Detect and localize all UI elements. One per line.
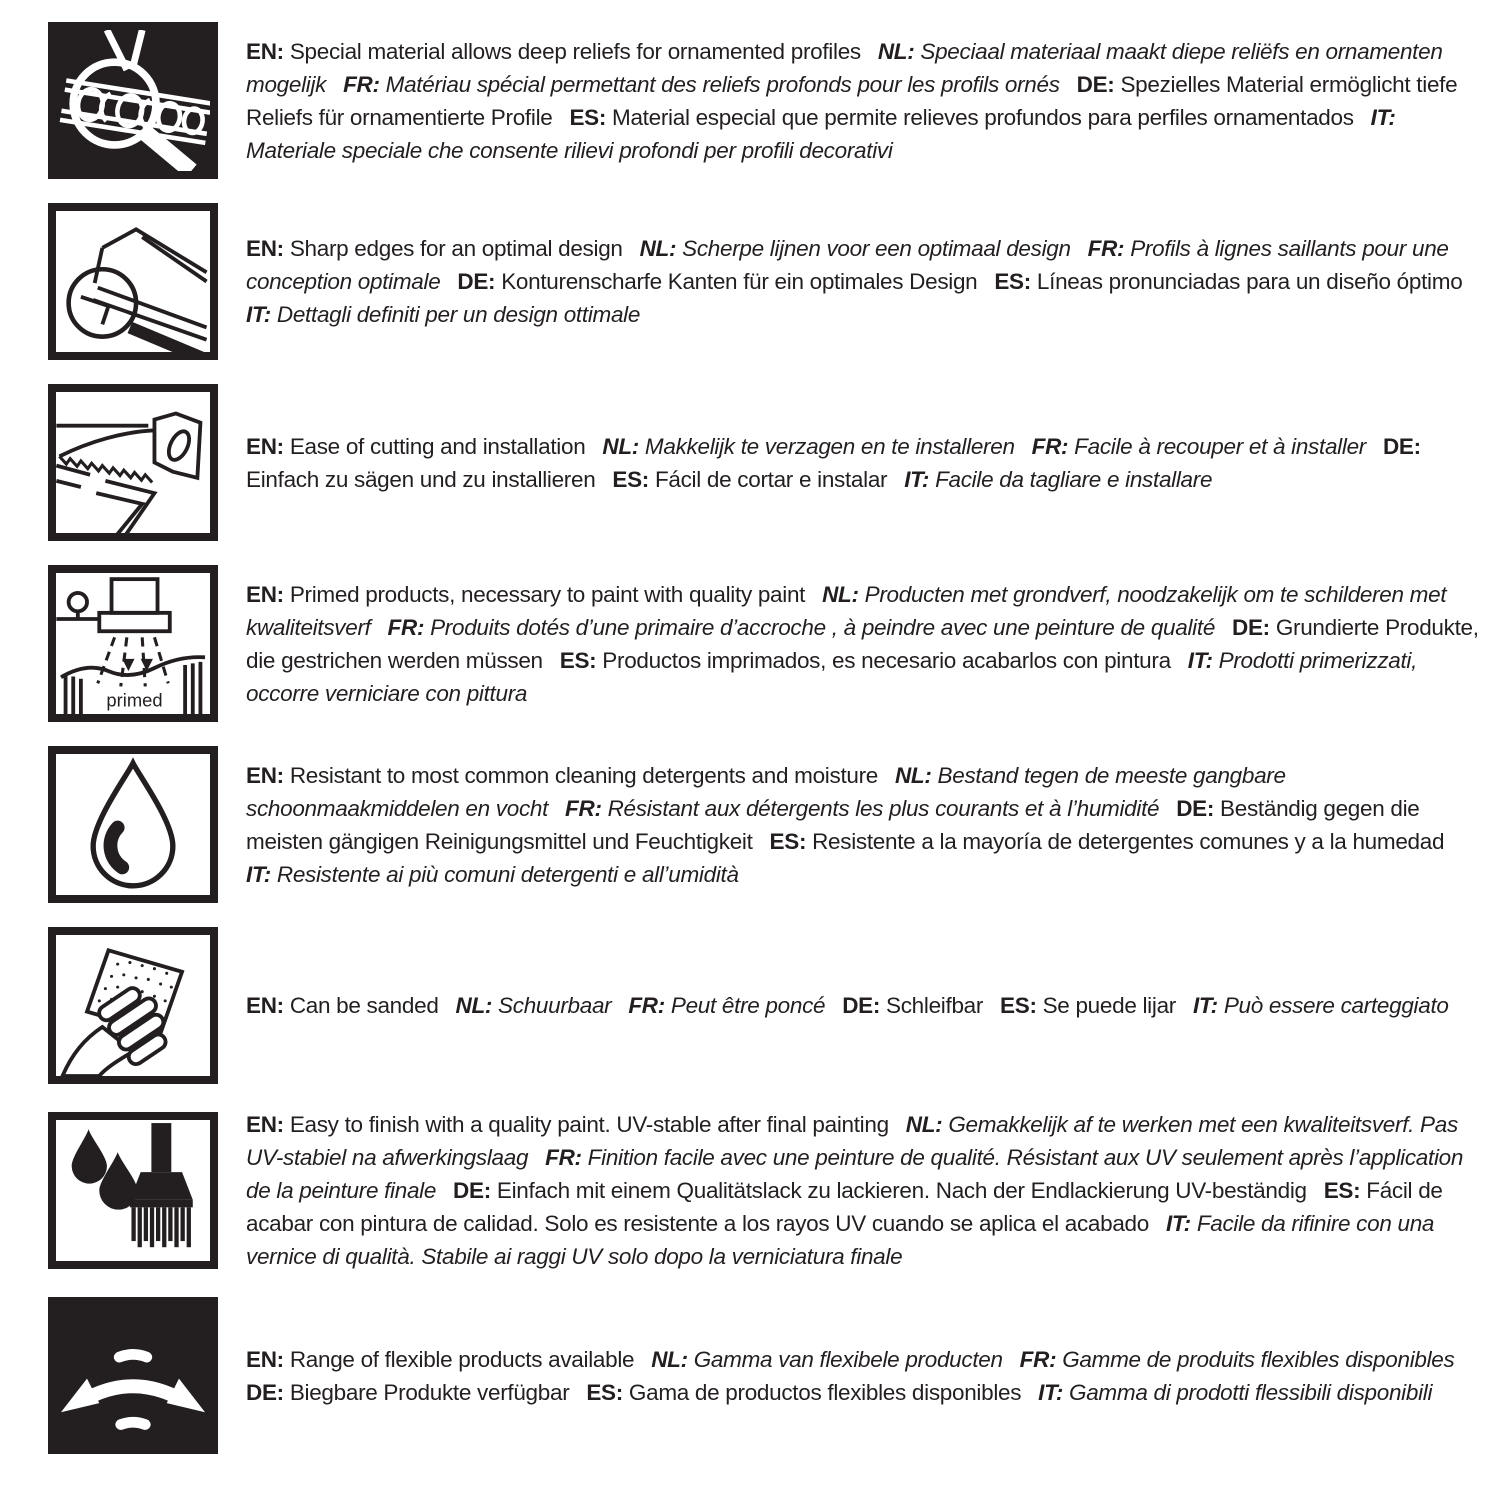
lang-label-en: EN: [246, 993, 284, 1018]
lang-text-de: Spezielles Material ermöglicht tiefe Reliefs für ornamentierte Profile [246, 71, 1458, 130]
feature-description [246, 232, 1486, 331]
lang-segment-en [246, 763, 878, 788]
lang-label-de: DE: [457, 269, 496, 294]
lang-text-en: Can be sanded [289, 993, 439, 1018]
lang-label-nl: NL: [455, 993, 493, 1018]
lang-label-es: ES: [586, 1379, 623, 1405]
lang-text-it: Facile da tagliare e installare [935, 466, 1213, 492]
lang-text-fr: Profils à lignes saillants pour une conception optimale [246, 236, 1449, 294]
lang-text-nl: Gamma van flexibele producten [693, 1346, 1003, 1372]
saw-cutting-art [56, 392, 210, 533]
lang-segment-fr [1020, 1347, 1455, 1372]
lang-segment-nl [640, 236, 1071, 261]
lang-text-nl: Gemakkelijk af te werken met een kwaliteitsverf. Pas UV-stabiel na afwerkingslaag [246, 1112, 1458, 1170]
lang-segment-en [246, 993, 439, 1018]
lang-text-en: Special material allows deep reliefs for ornamented profiles [289, 38, 861, 64]
lang-label-de: DE: [1176, 795, 1215, 821]
lang-segment-fr [628, 993, 825, 1018]
lang-text-it: Materiale speciale che consente rilievi profondi per profili decorativi [246, 137, 893, 163]
feature-row-sanding-hand [48, 927, 1486, 1084]
lang-text-de: Biegbare Produkte verfügbar [289, 1379, 570, 1405]
lang-segment-fr [388, 615, 1216, 640]
lang-label-it: IT: [904, 466, 930, 492]
water-drop-icon [48, 746, 218, 903]
lang-segment-it [246, 302, 640, 327]
saw-cutting-icon [48, 384, 218, 541]
lang-text-de: Schleifbar [886, 993, 984, 1018]
paint-brush-drops-art [56, 1120, 210, 1261]
lang-label-es: ES: [994, 269, 1031, 294]
lang-segment-it [904, 467, 1212, 492]
deep-relief-magnifier-art [56, 30, 210, 171]
lang-label-es: ES: [569, 104, 607, 130]
lang-segment-de [842, 993, 983, 1018]
lang-segment-es [612, 467, 887, 492]
lang-label-nl: NL: [651, 1346, 688, 1372]
lang-label-de: DE: [453, 1178, 491, 1203]
lang-label-de: DE: [842, 993, 881, 1018]
lang-text-fr: Produits dotés d’une primaire d’accroche , à peindre avec une peinture de qualité [430, 614, 1216, 640]
lang-segment-fr [343, 72, 1060, 97]
lang-label-en: EN: [246, 236, 284, 261]
lang-label-en: EN: [246, 1112, 284, 1137]
feature-row-deep-relief-magnifier [48, 22, 1486, 179]
primer-spray-icon [48, 565, 218, 722]
lang-text-es: Productos imprimados, es necesario acabarlos con pintura [602, 647, 1171, 673]
lang-text-it: Facile da rifinire con una vernice di qualità. Stabile ai raggi UV solo dopo la verniciatura finale [246, 1211, 1435, 1269]
lang-text-de: Einfach zu sägen und zu installieren [246, 466, 596, 492]
lang-label-nl: NL: [894, 762, 932, 788]
feature-row-water-drop [48, 746, 1486, 903]
lang-segment-it [1038, 1380, 1432, 1405]
lang-label-fr: FR: [343, 71, 380, 97]
feature-row-sharp-edges-magnifier [48, 203, 1486, 360]
lang-segment-en [246, 1112, 889, 1137]
lang-label-it: IT: [1192, 993, 1218, 1018]
lang-text-es: Material especial que permite relieves profundos para perfiles ornamentados [612, 104, 1354, 130]
lang-text-en: Ease of cutting and installation [289, 433, 586, 459]
lang-segment-de [246, 1380, 569, 1405]
lang-label-it: IT: [246, 861, 271, 887]
feature-description [246, 1108, 1486, 1273]
lang-text-es: Fácil de acabar con pintura de calidad. Solo es resistente a los rayos UV cuando se aplica el acabado [246, 1178, 1443, 1236]
lang-text-es: Fácil de cortar e instalar [654, 466, 888, 492]
lang-text-fr: Peut être poncé [670, 993, 826, 1018]
lang-label-nl: NL: [822, 581, 859, 607]
feature-row-saw-cutting [48, 384, 1486, 541]
lang-text-nl: Schuurbaar [498, 993, 612, 1018]
lang-label-nl: NL: [905, 1112, 943, 1137]
lang-segment-en [246, 1347, 634, 1372]
lang-label-de: DE: [1076, 71, 1115, 97]
flexible-arrow-icon [48, 1297, 218, 1454]
lang-text-nl: Producten met grondverf, noodzakelijk om te schilderen met kwaliteitsverf [246, 581, 1447, 640]
lang-text-it: Può essere carteggiato [1223, 993, 1449, 1018]
lang-text-es: Líneas pronunciadas para un diseño óptimo [1036, 269, 1463, 294]
lang-label-es: ES: [559, 647, 597, 673]
lang-text-en: Resistant to most common cleaning detergents and moisture [289, 762, 879, 788]
lang-label-de: DE: [1232, 614, 1270, 640]
lang-segment-es [560, 648, 1171, 673]
lang-text-it: Prodotti primerizzati, occorre verniciare con pittura [246, 647, 1418, 706]
lang-text-de: Einfach mit einem Qualitätslack zu lackieren. Nach der Endlackierung UV-beständig [496, 1178, 1307, 1203]
water-drop-art [56, 754, 210, 895]
lang-segment-en [246, 236, 623, 261]
lang-label-nl: NL: [877, 38, 915, 64]
lang-text-fr: Finition facile avec une peinture de qualité. Résistant aux UV seulement après l’application de la peinture finale [246, 1145, 1464, 1203]
lang-label-fr: FR: [1087, 236, 1125, 261]
lang-segment-it [246, 862, 739, 887]
lang-text-nl: Bestand tegen de meeste gangbare schoonmaakmiddelen en vocht [246, 762, 1286, 821]
lang-text-de: Beständig gegen die meisten gängigen Reinigungsmittel und Feuchtigkeit [246, 795, 1420, 854]
lang-text-nl: Scherpe lijnen voor een optimaal design [682, 236, 1071, 261]
lang-label-it: IT: [1038, 1379, 1064, 1405]
lang-text-it: Resistente ai più comuni detergenti e all’umidità [276, 861, 739, 887]
lang-text-de: Grundierte Produkte, die gestrichen werden müssen [246, 614, 1479, 673]
lang-text-en: Sharp edges for an optimal design [289, 236, 623, 261]
lang-text-nl: Makkelijk te verzagen en te installeren [644, 433, 1015, 459]
feature-row-flexible-arrow [48, 1297, 1486, 1454]
lang-label-fr: FR: [545, 1145, 582, 1170]
feature-description [246, 759, 1486, 891]
feature-row-paint-brush-drops [48, 1108, 1486, 1273]
lang-label-it: IT: [1370, 104, 1396, 130]
lang-label-fr: FR: [1019, 1346, 1057, 1372]
lang-label-fr: FR: [628, 993, 665, 1018]
lang-text-es: Gama de productos flexibles disponibles [628, 1379, 1022, 1405]
lang-label-en: EN: [246, 762, 284, 788]
lang-segment-nl [602, 434, 1014, 459]
deep-relief-magnifier-icon [48, 22, 218, 179]
feature-description [246, 989, 1460, 1022]
lang-text-fr: Matériau spécial permettant des reliefs profonds pour les profils ornés [385, 71, 1060, 97]
svg-text:primed: primed [106, 689, 163, 711]
lang-label-es: ES: [612, 466, 649, 492]
lang-label-it: IT: [1165, 1211, 1191, 1236]
lang-segment-de [457, 269, 977, 294]
lang-segment-es [569, 105, 1353, 130]
lang-text-en: Range of flexible products available [289, 1346, 635, 1372]
lang-label-de: DE: [1382, 433, 1421, 459]
lang-label-fr: FR: [1031, 433, 1069, 459]
lang-label-en: EN: [246, 38, 284, 64]
lang-label-de: DE: [246, 1379, 284, 1405]
sanding-hand-art [56, 935, 210, 1076]
sharp-edges-magnifier-art [56, 211, 210, 352]
flexible-arrow-art [56, 1305, 210, 1446]
lang-text-en: Easy to finish with a quality paint. UV-stable after final painting [289, 1112, 889, 1137]
feature-row-primer-spray [48, 565, 1486, 722]
lang-label-nl: NL: [602, 433, 639, 459]
lang-text-it: Dettagli definiti per un design ottimale [276, 302, 641, 327]
lang-segment-de [453, 1178, 1307, 1203]
lang-label-it: IT: [1187, 647, 1213, 673]
lang-label-en: EN: [246, 433, 284, 459]
feature-description [246, 35, 1486, 167]
lang-text-es: Resistente a la mayoría de detergentes comunes y a la humedad [812, 828, 1445, 854]
lang-text-de: Konturenscharfe Kanten für ein optimales Design [501, 269, 978, 294]
feature-description [246, 1343, 1486, 1409]
lang-segment-nl [651, 1347, 1003, 1372]
lang-segment-fr [1032, 434, 1366, 459]
sanding-hand-icon [48, 927, 218, 1084]
lang-label-es: ES: [1000, 993, 1037, 1018]
lang-segment-es [994, 269, 1462, 294]
feature-description [246, 430, 1486, 496]
lang-segment-en [246, 582, 805, 607]
lang-text-en: Primed products, necessary to paint with quality paint [289, 581, 806, 607]
lang-text-nl: Speciaal materiaal maakt diepe reliëfs en ornamenten mogelijk [246, 38, 1443, 97]
lang-segment-es [586, 1380, 1021, 1405]
lang-segment-es [770, 829, 1445, 854]
feature-description [246, 578, 1486, 710]
lang-text-fr: Facile à recouper et à installer [1074, 433, 1366, 459]
lang-text-fr: Résistant aux détergents les plus courants et à l’humidité [607, 795, 1160, 821]
lang-label-fr: FR: [565, 795, 602, 821]
lang-segment-en [246, 39, 861, 64]
lang-text-fr: Gamme de produits flexibles disponibles [1062, 1346, 1455, 1372]
lang-label-nl: NL: [639, 236, 677, 261]
lang-segment-nl [456, 993, 612, 1018]
lang-label-en: EN: [246, 581, 284, 607]
lang-label-es: ES: [769, 828, 807, 854]
lang-segment-fr [565, 796, 1159, 821]
sharp-edges-magnifier-icon [48, 203, 218, 360]
lang-segment-it [1193, 993, 1449, 1018]
lang-label-es: ES: [1323, 1178, 1361, 1203]
lang-label-fr: FR: [387, 614, 425, 640]
lang-text-es: Se puede lijar [1042, 993, 1176, 1018]
paint-brush-drops-icon [48, 1112, 218, 1269]
lang-text-it: Gamma di prodotti flessibili disponibili [1069, 1379, 1433, 1405]
lang-label-it: IT: [246, 302, 271, 327]
lang-segment-en [246, 434, 585, 459]
primer-spray-art [56, 573, 210, 714]
lang-label-en: EN: [246, 1346, 284, 1372]
lang-segment-es [1000, 993, 1176, 1018]
